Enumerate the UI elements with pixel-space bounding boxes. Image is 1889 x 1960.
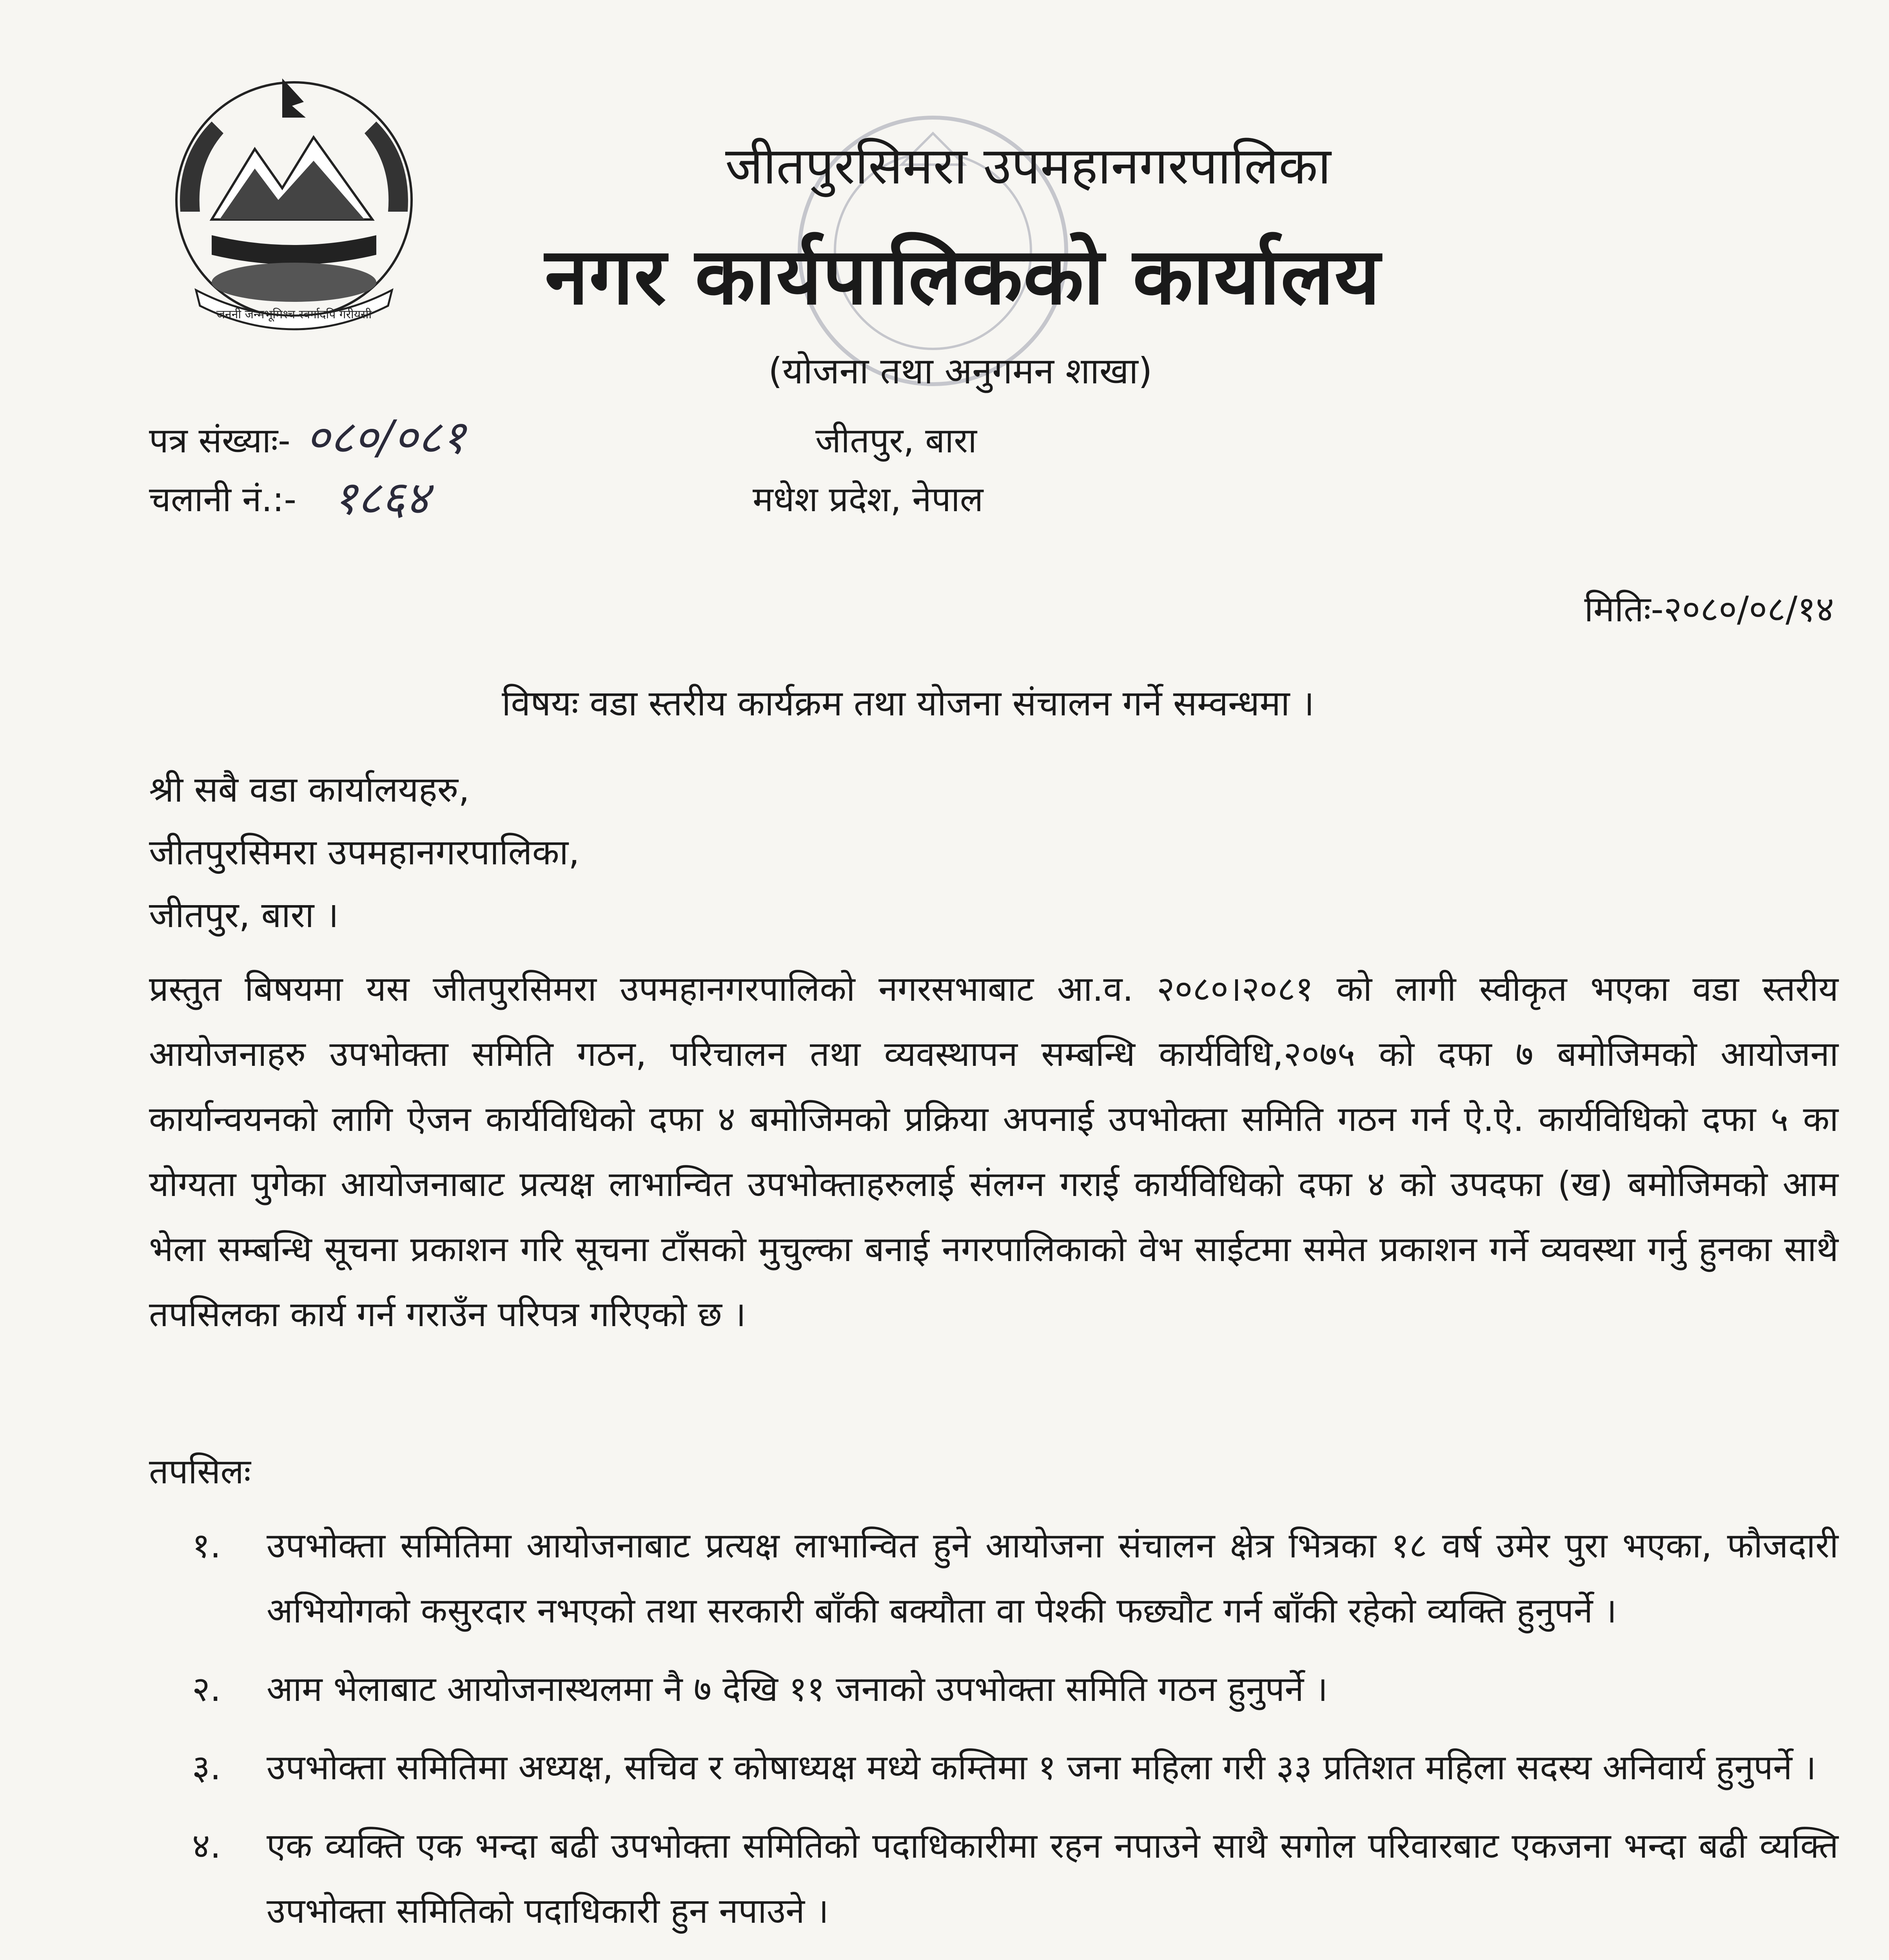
dispatch-number-value: १८६४ [333, 471, 430, 525]
letter-date: मितिः-२०८०/०८/१४ [1584, 589, 1834, 630]
letter-number-label: पत्र संख्याः- [149, 420, 290, 461]
list-item [184, 1735, 1838, 1800]
list-item-text: उपभोक्ता समितिमा अध्यक्ष, सचिव र कोषाध्यक्ष मध्ये कम्तिमा १ जना महिला गरी ३३ प्रतिशत महिला सदस्य अनिवार्य हुनुपर्ने । [267, 1747, 1816, 1788]
list-item [184, 1957, 1838, 1960]
list-title: तपसिलः [149, 1451, 251, 1492]
list-item-number: ४. [192, 1826, 221, 1866]
list-item-text: आम भेलाबाट आयोजनास्थलमा नै ७ देखि ११ जनाको उपभोक्ता समिति गठन हुनुपर्ने । [267, 1669, 1328, 1709]
list-item-text: उपभोक्ता समितिमा आयोजनाबाट प्रत्यक्ष लाभान्वित हुने आयोजना संचालन क्षेत्र भित्रका १८ वर्ष उमेर पुरा भएका, फौजदारी अभियोगको कसुरदार नभएको तथा सरकारी बाँकी बक्यौता वा पेश्की फछ्यौट गर्न बाँकी रहेको व्यक्ति हुनुपर्ने । [267, 1525, 1838, 1631]
list-item-number [184, 1957, 267, 1960]
conditions-list [184, 1513, 1838, 1960]
list-item-number: ३. [192, 1747, 221, 1788]
list-item [184, 1813, 1838, 1944]
addressee-line: श्री सबै वडा कार्यालयहरु, [149, 769, 470, 810]
address-line-1: जीतपुर, बारा [815, 420, 977, 461]
addressee-line: जीतपुरसिमरा उपमहानगरपालिका, [149, 832, 580, 873]
list-item [184, 1513, 1838, 1643]
dispatch-number-label: चलानी नं.:- [149, 479, 297, 519]
address-line-2: मधेश प्रदेश, नेपाल [753, 479, 984, 519]
branch-name: (योजना तथा अनुगमन शाखा) [768, 350, 1152, 392]
nepal-emblem-icon [153, 71, 435, 337]
office-name: नगर कार्यपालिकको कार्यालय [545, 231, 1381, 322]
letter-number-value: ०८०/०८१ [306, 410, 466, 464]
municipality-name: जीतपुरसिमरा उपमहानगरपालिका [725, 136, 1331, 196]
addressee-line: जीतपुर, बारा । [149, 895, 339, 936]
list-item-number: २. [192, 1669, 221, 1709]
list-item-number: १. [192, 1525, 221, 1566]
body-paragraph: प्रस्तुत बिषयमा यस जीतपुरसिमरा उपमहानगरपालिको नगरसभाबाट आ.व. २०८०।२०८१ को लागी स्वीकृत भएका वडा स्तरीय आयोजनाहरु उपभोक्ता समिति गठन, परिचालन तथा व्यवस्थापन सम्बन्धि कार्यविधि,२०७५ को दफा ७ बमोजिमको आयोजना कार्यान्वयनको लागि ऐजन कार्यविधिको दफा ४ बमोजिमको प्रक्रिया अपनाई उपभोक्ता समिति गठन गर्न ऐ.ऐ. कार्यविधिको दफा ५ का योग्यता पुगेका आयोजनाबाट प्रत्यक्ष लाभान्वित उपभोक्ताहरुलाई संलग्न गराई कार्यविधिको दफा ४ को उपदफा (ख) बमोजिमको आम भेला सम्बन्धि सूचना प्रकाशन गरि सूचना टाँसको मुचुल्का बनाई नगरपालिकाको वेभ साईटमा समेत प्रकाशन गर्ने व्यवस्था गर्नु हुनका साथै तपसिलका कार्य गर्न गराउँन परिपत्र गरिएको छ । [149, 969, 1838, 1334]
list-item-text [267, 1957, 1838, 1960]
list-item-text: एक व्यक्ति एक भन्दा बढी उपभोक्ता समितिको पदाधिकारीमा रहन नपाउने साथै सगोल परिवारबाट एकजना भन्दा बढी व्यक्ति उपभोक्ता समितिको पदाधिकारी हुन नपाउने । [267, 1826, 1838, 1931]
subject-line: विषयः वडा स्तरीय कार्यक्रम तथा योजना संचालन गर्ने सम्वन्धमा । [502, 683, 1315, 724]
list-item [184, 1657, 1838, 1722]
svg-text:जननी जन्मभूमिश्च स्वर्गादपि गर: जननी जन्मभूमिश्च स्वर्गादपि गरीयसी [216, 308, 372, 321]
